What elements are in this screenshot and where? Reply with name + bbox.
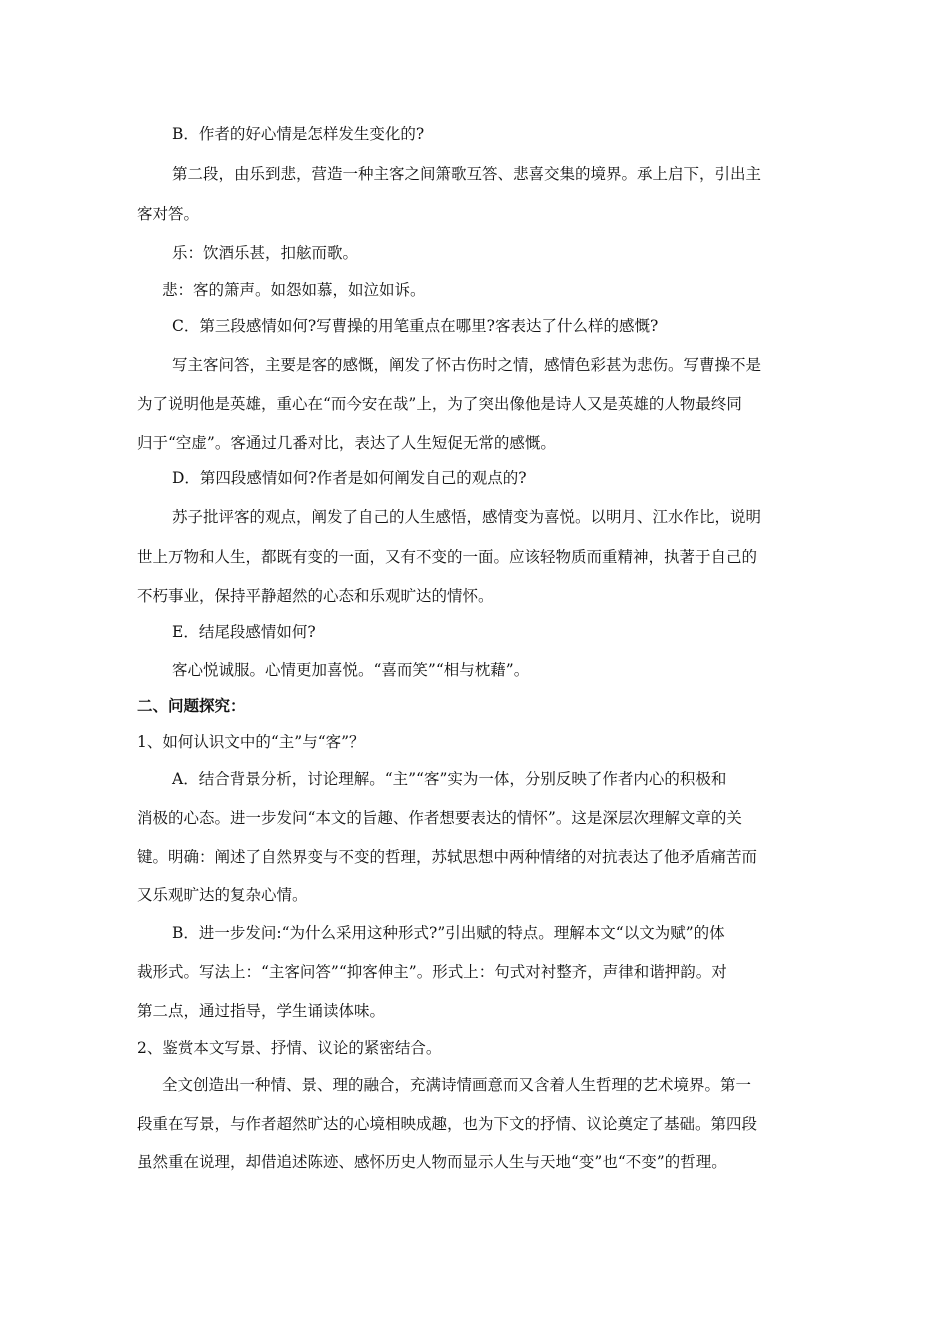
paragraph-line: 为了说明他是英雄，重心在“而今安在哉”上，为了突出像他是诗人又是英雄的人物最终同 [137,395,742,413]
paragraph-line: 段重在写景，与作者超然旷达的心境相映成趣，也为下文的抒情、议论奠定了基础。第四段 [137,1115,758,1133]
paragraph-line: 苏子批评客的观点，阐发了自己的人生感悟，感情变为喜悦。以明月、江水作比，说明 [172,508,762,526]
paragraph-line: B．进一步发问:“为什么采用这种形式?”引出赋的特点。理解本文“以文为赋”的体 [172,924,725,942]
paragraph-line: 归于“空虚”。客通过几番对比，表达了人生短促无常的感慨。 [137,434,556,452]
paragraph-line: 键。明确：阐述了自然界变与不变的哲理，苏轼思想中两种情绪的对抗表达了他矛盾痛苦而 [137,848,758,866]
paragraph-line: 写主客问答，主要是客的感慨，阐发了怀古伤时之情，感情色彩甚为悲伤。写曹操不是 [172,356,762,374]
question-2-line: 2、鉴赏本文写景、抒情、议论的紧密结合。 [137,1039,442,1057]
paragraph-line: 全文创造出一种情、景、理的融合，充满诗情画意而又含着人生哲理的艺术境界。第一 [162,1076,752,1094]
question-d-line: D．第四段感情如何?作者是如何阐发自己的观点的? [172,469,527,487]
section-heading: 二、问题探究： [137,696,246,715]
paragraph-line: 又乐观旷达的复杂心情。 [137,886,308,904]
question-c-line: C．第三段感情如何?写曹操的用笔重点在哪里?客表达了什么样的感慨? [172,317,659,335]
paragraph-line: A．结合背景分析，讨论理解。“主”“客”实为一体，分别反映了作者内心的积极和 [172,770,727,788]
paragraph-line: 世上万物和人生，都既有变的一面，又有不变的一面。应该轻物质而重精神，执著于自己的 [137,548,758,566]
question-b-line: B．作者的好心情是怎样发生变化的? [172,125,425,143]
paragraph-line: 悲：客的箫声。如怨如慕，如泣如诉。 [162,281,426,299]
paragraph-line: 第二段，由乐到悲，营造一种主客之间箫歌互答、悲喜交集的境界。承上启下，引出主 [172,165,762,183]
paragraph-line: 虽然重在说理，却借追述陈迹、感怀历史人物而显示人生与天地“变”也“不变”的哲理。 [137,1153,727,1171]
paragraph-line: 乐：饮酒乐甚，扣舷而歌。 [172,244,359,262]
paragraph-line: 消极的心态。进一步发问“本文的旨趣、作者想要表达的情怀”。这是深层次理解文章的关 [137,809,742,827]
question-1-line: 1、如何认识文中的“主”与“客”？ [137,733,365,751]
paragraph-line: 客心悦诚服。心情更加喜悦。“喜而笑”“相与枕藉”。 [172,661,530,679]
paragraph-line: 第二点，通过指导，学生诵读体味。 [137,1002,386,1020]
paragraph-line: 客对答。 [137,205,200,223]
question-e-line: E．结尾段感情如何? [172,623,316,641]
paragraph-line: 裁形式。写法上：“主客问答”“抑客伸主”。形式上：句式对衬整齐，声律和谐押韵。对 [137,963,727,981]
paragraph-line: 不朽事业，保持平静超然的心态和乐观旷达的情怀。 [137,587,494,605]
